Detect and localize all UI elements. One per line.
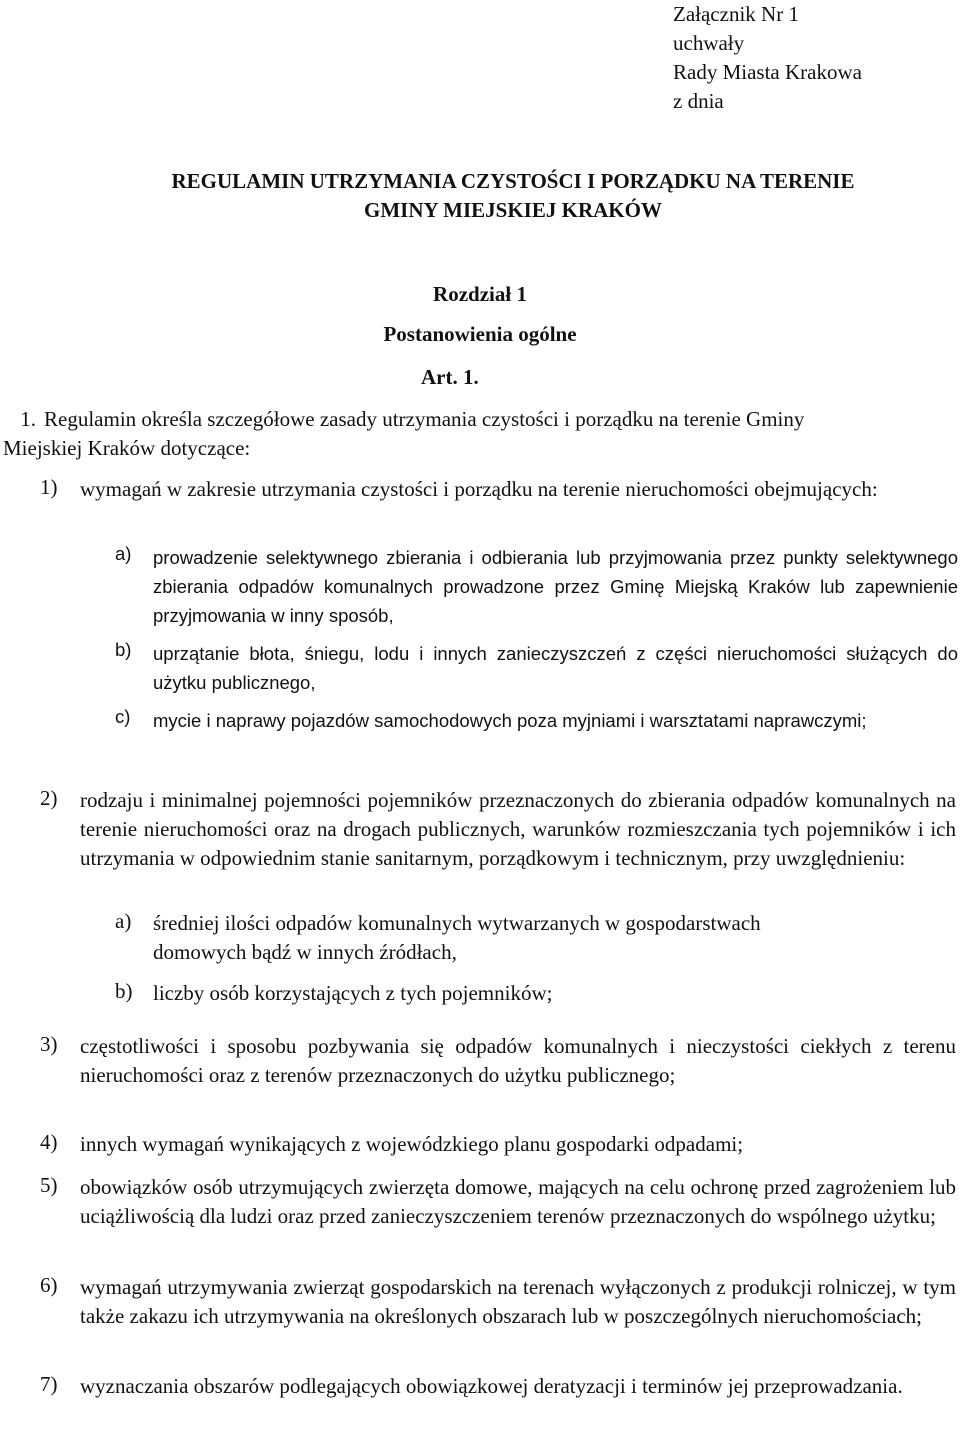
point-2-sub-a-marker: a): [115, 909, 132, 933]
point-1-sub-b-text: uprzątanie błota, śniegu, lodu i innych zanieczyszczeń z części nieruchomości służących do użytku publicznego,: [153, 643, 958, 693]
document-title-line1: REGULAMIN UTRZYMANIA CZYSTOŚCI I PORZĄDKU NA TERENIE: [171, 169, 855, 193]
attachment-header: [673, 0, 862, 116]
point-4-text: innych wymagań wynikających z wojewódzkiego planu gospodarki odpadami;: [80, 1132, 744, 1156]
point-4: [40, 1130, 956, 1159]
point-3-text: częstotliwości i sposobu pozbywania się odpadów komunalnych i nieczystości ciekłych z terenu nieruchomości oraz z terenów przeznaczonych do użytku publicznego;: [80, 1034, 956, 1087]
point-7: [40, 1372, 956, 1401]
chapter-heading: Rozdział 1: [433, 282, 527, 306]
point-7-text: wyznaczania obszarów podlegających obowiązkowej deratyzacji i terminów jej przeprowadzania.: [80, 1374, 903, 1398]
point-1-sub-a-marker: a): [115, 543, 132, 564]
point-2-sub-a-text: średniej ilości odpadów komunalnych wytwarzanych w gospodarstwach domowych bądź w innych źródłach,: [153, 911, 761, 964]
attachment-number: Załącznik Nr 1: [673, 2, 799, 26]
point-1-sub-a-text: prowadzenie selektywnego zbierania i odbierania lub przyjmowania przez punkty selektywnego zbierania odpadów komunalnych prowadzone przez Gminę Miejską Kraków lub zapewnienie przyjmowania w inny sposób,: [153, 547, 958, 626]
point-1-marker: 1): [40, 475, 58, 499]
point-5: [40, 1173, 956, 1231]
point-1-sub-a: [115, 543, 958, 630]
point-3-marker: 3): [40, 1032, 58, 1056]
point-1-sub-c-marker: c): [115, 706, 131, 727]
point-2-sub-b-text: liczby osób korzystających z tych pojemników;: [153, 981, 553, 1005]
point-1-sub-c: [115, 706, 958, 735]
intro-number: 1.: [20, 407, 36, 431]
point-1-text: wymagań w zakresie utrzymania czystości i porządku na terenie nieruchomości obejmujących:: [80, 477, 878, 501]
document-title: [98, 167, 928, 225]
document-title-line2: GMINY MIEJSKIEJ KRAKÓW: [364, 198, 662, 222]
intro-text-first: Regulamin określa szczegółowe zasady utrzymania czystości i porządku na terenie Gminy: [44, 407, 805, 431]
point-4-marker: 4): [40, 1130, 58, 1154]
point-3: [40, 1032, 956, 1090]
point-1-sub-b-marker: b): [115, 639, 132, 660]
attachment-resolution: uchwały: [673, 31, 745, 55]
point-1-sub-b: [115, 639, 958, 697]
point-5-text: obowiązków osób utrzymujących zwierzęta domowe, mających na celu ochronę przed zagrożeniem lub uciążliwością dla ludzi oraz przed zanieczyszczeniem terenów przeznaczonych do wspólnego użytku;: [80, 1175, 956, 1228]
point-2-marker: 2): [40, 786, 58, 810]
point-7-marker: 7): [40, 1372, 58, 1396]
intro-text-rest: Miejskiej Kraków dotyczące:: [3, 436, 251, 460]
point-6: [40, 1273, 956, 1331]
point-6-marker: 6): [40, 1273, 58, 1297]
chapter-title: Postanowienia ogólne: [383, 322, 577, 346]
article-heading: Art. 1.: [421, 365, 479, 389]
point-2-sub-a: [115, 909, 958, 967]
point-2-sub-b-marker: b): [115, 979, 133, 1003]
point-1: [40, 475, 956, 504]
point-5-marker: 5): [40, 1173, 58, 1197]
intro-paragraph: [3, 405, 956, 463]
point-2-text: rodzaju i minimalnej pojemności pojemników przeznaczonych do zbierania odpadów komunalnych na terenie nieruchomości oraz na drogach publicznych, warunków rozmieszczania tych pojemników i ich utrzymania w odpowiednim stanie sanitarnym, porządkowym i technicznym, przy uwzględnieniu:: [80, 788, 956, 870]
attachment-date: z dnia: [673, 89, 724, 113]
point-2: [40, 786, 956, 873]
attachment-council: Rady Miasta Krakowa: [673, 60, 862, 84]
point-1-sub-c-text: mycie i naprawy pojazdów samochodowych poza myjniami i warsztatami naprawczymi;: [153, 710, 867, 731]
point-2-sub-b: [115, 979, 958, 1008]
point-6-text: wymagań utrzymywania zwierząt gospodarskich na terenach wyłączonych z produkcji rolniczej, w tym także zakazu ich utrzymywania na określonych obszarach lub w poszczególnych nieruchomościach;: [80, 1275, 956, 1328]
